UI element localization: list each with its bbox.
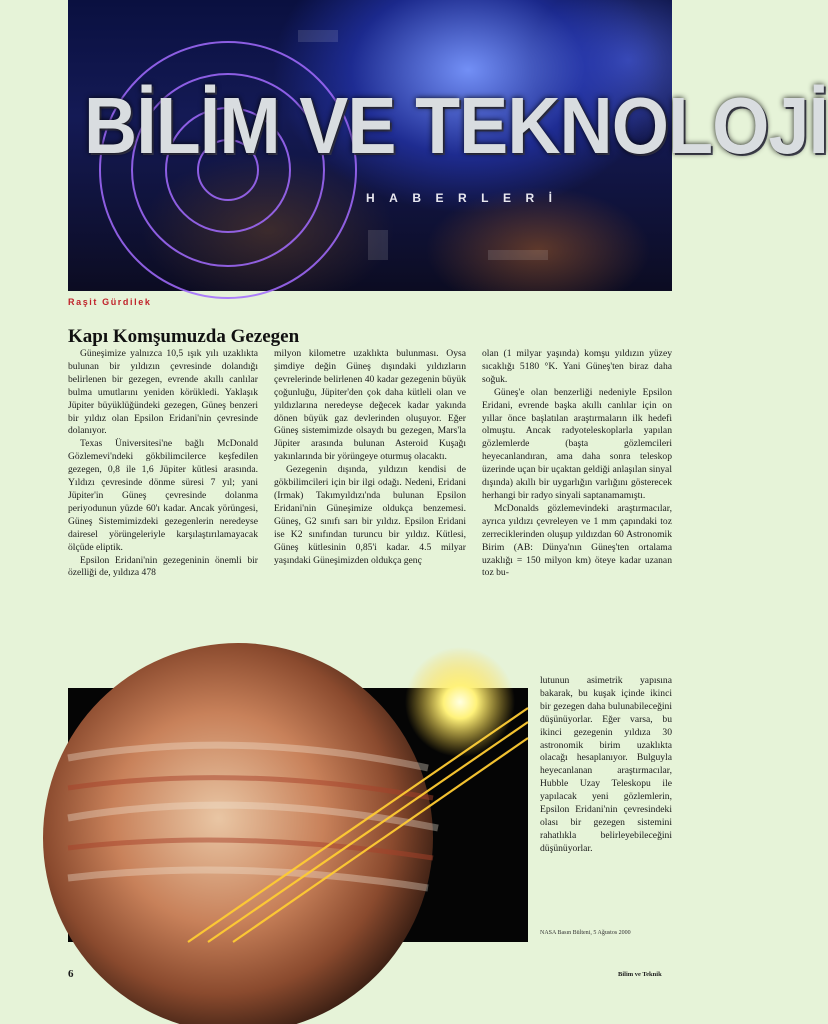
page-number: 6	[68, 968, 74, 980]
text-column-1	[68, 348, 258, 580]
text-column-3	[482, 348, 672, 580]
magazine-name: Bilim ve Teknik	[618, 971, 662, 978]
author-name: Raşit Gürdilek	[68, 297, 152, 307]
source-credit: NASA Basın Bülteni, 5 Ağustos 2000	[540, 930, 631, 936]
article-title: Kapı Komşumuzda Gezegen	[68, 326, 300, 347]
planet-artwork	[68, 688, 528, 942]
text-column-4	[540, 675, 672, 856]
planet-illustration	[68, 688, 528, 942]
paragraph: milyon kilometre uzaklıkta bulunması. Oysa şimdiye değin Güneş dışındaki yıldızların çevrelerinde belirlenen 40 kadar gezegenin büyük çoğunluğu, Jüpiter'den çok daha kütleli olan ve yıldızlarına neredeyse değecek kadar yakında dönen büyük gaz devlerinden oluşuyor. Eğer Güneş sistemimizde olsaydı bu gezegen, Mars'la Jüpiter arasında bulunan Asteroid Kuşağı yakınlarında bir yörüngeye oturmuş olacaktı.	[274, 348, 466, 463]
paragraph: Güneşimize yalnızca 10,5 ışık yılı uzaklıkta bulunan bir yıldızın çevresinde dolandığı belirlenen bir gezegen, evrende akıllı canlılar bulma umutlarını yeniden körükledi. Yaklaşık Jüpiter büyüklüğündeki gezegen, Güneş benzeri bir yıldız olan Epsilon Eridani'nin çevresinde dolanıyor.	[68, 348, 258, 437]
paragraph: olan (1 milyar yaşında) komşu yıldızın yüzey sıcaklığı 5180 °K. Yani Güneş'ten biraz daha soğuk.	[482, 348, 672, 385]
paragraph: Gezegenin dışında, yıldızın kendisi de gökbilimcileri için bir ilgi odağı. Nedeni, Eridani (Irmak) Takımyıldızı'nda bulunan Epsilon Eridani'nin Güneşimize oldukça benzemesi. Güneş, G2 sınıfı sarı bir yıldız. Epsilon Eridani ise K2 sınıfından turuncu bir yıldız. Kütlesi, Güneş kütlesinin 0,85'i kadar. 4.5 milyar yaşındaki Güneşimizden oldukça genç	[274, 464, 466, 566]
paragraph: Epsilon Eridani'nin gezegeninin önemli bir özelliği de, yıldıza 478	[68, 554, 258, 579]
text-column-2	[274, 348, 466, 567]
banner-title: BİLİM VE TEKNOLOJİ	[84, 81, 828, 170]
paragraph: Texas Üniversitesi'ne bağlı McDonald Gözlemevi'ndeki gökbilimcilerce keşfedilen gezegen, 0,8 ile 1,6 Jüpiter kütlesi arasında. Yıldızı çevresinde dönme süresi 7 yıl; yani Jüpiter'in Güneş çevresinde dolanma periyodunun yüzde 60'ı kadar. Ancak yörüngesi, Güneş Sistemimizdeki gezegenlerin neredeyse dairesel yörüngeleriyle karşılaştırılamayacak ölçüde eliptik.	[68, 438, 258, 553]
paragraph: Güneş'e olan benzerliği nedeniyle Epsilon Eridani, evrende başka akıllı canlılar için on yıllar önce başlatılan araştırmaların ilk hedefi olmuştu. Ancak radyoteleskoplarla yapılan gözlemlerde (başta gözlemcileri heyecanlandıran, ama daha sonra teleskop üzerinde uçan bir uçaktan geldiği anlaşılan sinyal dışında) akıllı bir uygarlığın varlığını gösterecek herhangi bir radyo sinyali saptanamamıştı.	[482, 386, 672, 501]
paragraph: lutunun asimetrik yapısına bakarak, bu kuşak içinde ikinci bir gezegen daha bulunabileceğini düşünüyorlar. Eğer varsa, bu ikinci gezegenin yıldıza 30 astronomik birim uzaklıkta olacağı hesaplanıyor. Bulguyla heyecanlanan araştırmacılar, Hubble Uzay Teleskopu ile yapılacak yeni gözlemlerin, Epsilon Eridani'nin çevresindeki olası bir gezegen sistemini rahatlıkla belirleyebileceğini düşünüyorlar.	[540, 675, 672, 854]
header-banner	[68, 0, 828, 291]
paragraph: McDonalds gözlemevindeki araştırmacılar, ayrıca yıldızı çevreleyen ve 1 mm çapındaki toz zerreciklerinden oluşup yıldızdan 60 Astronomik Birim (AB: Dünya'nın Güneş'ten ortalama uzaklığı = 150 milyon km) öteye kadar uzanan toz bu-	[482, 502, 672, 579]
banner-subtitle: HABERLERİ	[366, 191, 567, 205]
